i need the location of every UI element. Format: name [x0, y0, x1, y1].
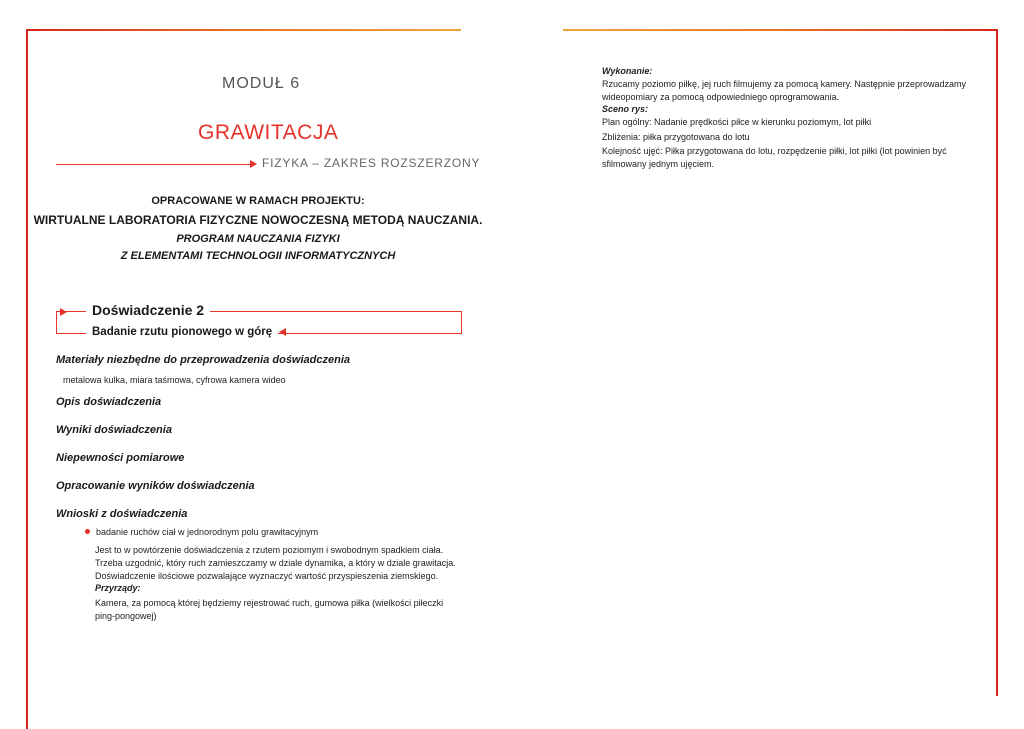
- right-page-border: [996, 29, 998, 696]
- program-subtitle: Z ELEMENTAMI TECHNOLOGII INFORMATYCZNYCH: [120, 250, 396, 262]
- project-name: WIRTUALNE LABORATORIA FIZYCZNE NOWOCZESNĄ METODĄ NAUCZANIA.: [33, 213, 483, 227]
- bullet-icon: [85, 529, 90, 534]
- arrow-right-icon: [250, 160, 257, 168]
- conclusion-paragraph-2: Doświadczenie ilościowe pozwalające wyznaczyć wartość przyspieszenia ziemskiego.: [95, 571, 439, 581]
- conclusion-bullet: badanie ruchów ciał w jednorodnym polu grawitacyjnym: [96, 527, 319, 537]
- subject-row: [56, 156, 481, 172]
- description-heading: Opis doświadczenia: [56, 396, 162, 408]
- program-name: PROGRAM NAUCZANIA FIZYKI: [176, 233, 340, 245]
- materials-text: metalowa kulka, miara taśmowa, cyfrowa kamera wideo: [63, 375, 286, 385]
- subject-rule: [56, 164, 252, 165]
- execution-label: Wykonanie:: [602, 66, 653, 76]
- arrow-right-icon: [60, 308, 67, 316]
- subject-label: FIZYKA – ZAKRES ROZSZERZONY: [262, 156, 481, 170]
- top-right-rule: [563, 29, 998, 31]
- plan-text: Plan ogólny: Nadanie prędkości piłce w kierunku poziomym, lot piłki: [602, 117, 872, 127]
- experiment-title: Doświadczenie 2: [86, 302, 210, 318]
- execution-text: Rzucamy poziomo piłkę, jej ruch filmujemy za pomocą kamery. Następnie przeprowadzamy wideopomiary za pomocą odpowiedniego oprogramowania.: [602, 79, 966, 102]
- module-label: MODUŁ 6: [222, 75, 301, 92]
- experiment-subtitle: Badanie rzutu pionowego w górę: [86, 326, 278, 338]
- conclusions-heading: Wnioski z doświadczenia: [56, 508, 188, 520]
- materials-heading: Materiały niezbędne do przeprowadzenia doświadczenia: [56, 354, 351, 366]
- tools-label: Przyrządy:: [95, 583, 141, 593]
- analysis-heading: Opracowanie wyników doświadczenia: [56, 480, 255, 492]
- tools-text: Kamera, za pomocą której będziemy rejestrować ruch, gumowa piłka (wielkości piłeczki ping-pongowej): [95, 598, 444, 621]
- arrow-left-icon: [279, 328, 286, 336]
- closeups-text: Zbliżenia: piłka przygotowana do lotu: [602, 132, 750, 142]
- project-intro: OPRACOWANE W RAMACH PROJEKTU:: [151, 195, 365, 207]
- script-label: Sceno rys:: [602, 104, 649, 114]
- conclusion-paragraph-1: Jest to w powtórzenie doświadczenia z rzutem poziomym i swobodnym spadkiem ciała. Trzeba uzgodnić, który ruch zamieszczamy w dziale dynamika, a który w dziale grawitacja.: [95, 545, 456, 568]
- shot-order-text: Kolejność ujęć: Piłka przygotowana do lotu, rozpędzenie piłki, lot piłki (lot powinien być sfilmowany jednym ujęciem.: [602, 146, 947, 169]
- results-heading: Wyniki doświadczenia: [56, 424, 172, 436]
- page-title: GRAWITACJA: [198, 121, 339, 144]
- uncertainty-heading: Niepewności pomiarowe: [56, 452, 185, 464]
